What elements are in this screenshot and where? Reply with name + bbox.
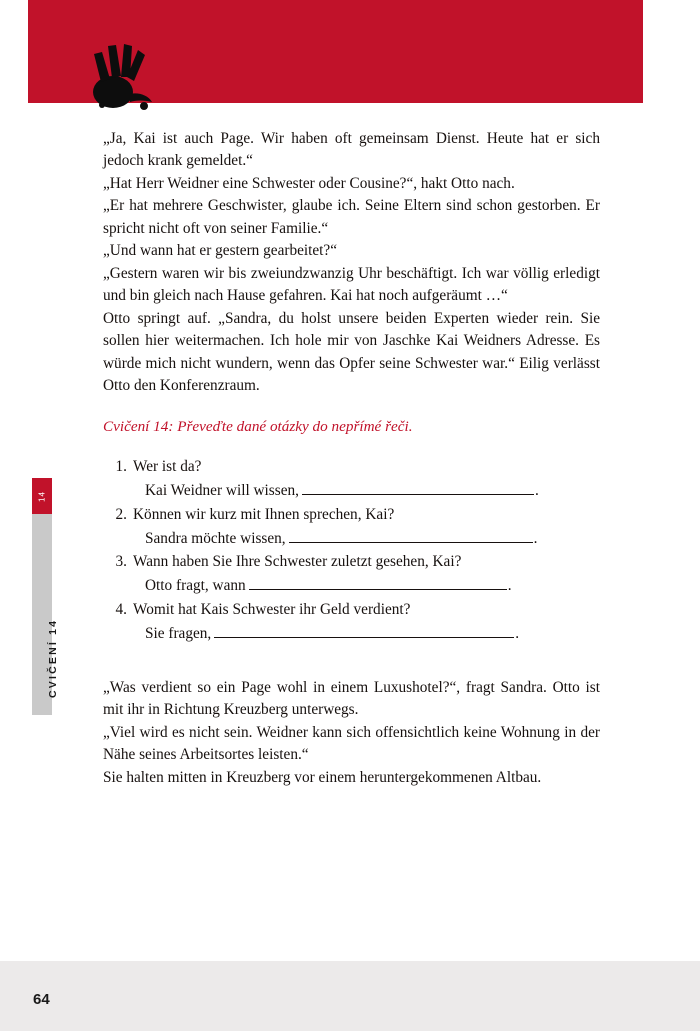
answer-line[interactable]: Kai Weidner will wissen, . bbox=[133, 479, 600, 503]
list-item bbox=[103, 599, 600, 646]
hand-splash-icon bbox=[80, 32, 166, 112]
chapter-side-tab bbox=[32, 478, 59, 715]
answer-blank[interactable] bbox=[302, 480, 534, 496]
exercise-question-list bbox=[103, 456, 600, 646]
header-red-band bbox=[28, 0, 643, 103]
dialogue-paragraph: „Gestern waren wir bis zweiundzwanzig Uhr beschäftigt. Ich war völlig erledigt und bin gleich nach Hause gefahren. Kai hat noch aufgeräumt …“ bbox=[103, 264, 600, 305]
answer-line[interactable]: Sandra möchte wissen, . bbox=[133, 527, 600, 551]
closing-paragraph: Sie halten mitten in Kreuzberg vor einem heruntergekommenen Altbau. bbox=[103, 768, 542, 786]
list-item bbox=[103, 456, 600, 503]
question-text: Wer ist da? bbox=[133, 458, 202, 476]
question-text: Womit hat Kais Schwester ihr Geld verdient? bbox=[133, 601, 411, 619]
answer-stem: Sie fragen, bbox=[145, 625, 212, 643]
list-item bbox=[103, 551, 600, 598]
answer-stem: Otto fragt, wann bbox=[145, 577, 246, 595]
answer-blank[interactable] bbox=[214, 622, 514, 638]
answer-stem: Kai Weidner will wissen, bbox=[145, 482, 299, 500]
chapter-label-holder bbox=[32, 520, 59, 710]
closing-paragraph: „Was verdient so ein Page wohl in einem Luxushotel?“, fragt Sandra. Otto ist mit ihr in Richtung Kreuzberg unterwegs. bbox=[103, 678, 600, 719]
spacer bbox=[103, 647, 600, 677]
main-text-column bbox=[103, 128, 600, 789]
question-text: Wann haben Sie Ihre Schwester zuletzt gesehen, Kai? bbox=[133, 553, 462, 571]
answer-line[interactable]: Sie fragen, . bbox=[133, 622, 600, 646]
spacer bbox=[103, 398, 600, 416]
closing-paragraph: „Viel wird es nicht sein. Weidner kann sich offensichtlich keine Wohnung in der Nähe seines Arbeitsortes leisten.“ bbox=[103, 723, 600, 764]
chapter-number: 14 bbox=[37, 491, 47, 502]
answer-stem: Sandra möchte wissen, bbox=[145, 529, 286, 547]
footer-band bbox=[0, 961, 700, 1031]
chapter-label: CVIČENÍ 14 bbox=[47, 618, 59, 698]
list-item bbox=[103, 504, 600, 551]
exercise-heading: Cvičení 14: Převeďte dané otázky do nepřímé řeči. bbox=[103, 417, 413, 435]
dialogue-paragraph: „Hat Herr Weidner eine Schwester oder Cousine?“, hakt Otto nach. bbox=[103, 174, 515, 192]
dialogue-paragraph: Otto springt auf. „Sandra, du holst unsere beiden Experten wieder rein. Sie sollen hier weitermachen. Ich hole mir von Jaschke Kai Weidners Adresse. Es würde mich nicht wundern, wenn das Opfer seine Schwester war.“ Eilig verlässt Otto den Konferenzraum. bbox=[103, 309, 600, 395]
answer-blank[interactable] bbox=[249, 575, 507, 591]
page-body bbox=[0, 103, 700, 1031]
dialogue-paragraph: „Ja, Kai ist auch Page. Wir haben oft gemeinsam Dienst. Heute hat er sich jedoch krank gemeldet.“ bbox=[103, 130, 600, 170]
dialogue-paragraph: „Und wann hat er gestern gearbeitet?“ bbox=[103, 242, 338, 260]
spacer bbox=[103, 438, 600, 456]
answer-blank[interactable] bbox=[289, 527, 533, 543]
chapter-number-badge bbox=[32, 478, 52, 514]
page-number: 64 bbox=[33, 991, 50, 1008]
answer-line[interactable]: Otto fragt, wann . bbox=[133, 574, 600, 598]
question-text: Können wir kurz mit Ihnen sprechen, Kai? bbox=[133, 505, 395, 523]
dialogue-paragraph: „Er hat mehrere Geschwister, glaube ich. Seine Eltern sind schon gestorben. Er spricht nicht oft von seiner Familie.“ bbox=[103, 197, 600, 237]
